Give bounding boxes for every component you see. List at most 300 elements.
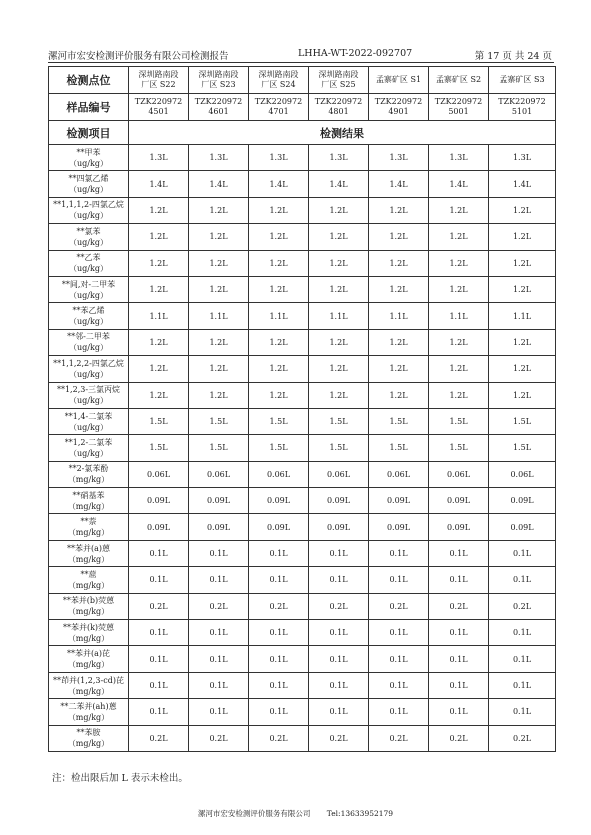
- item-name-cell: [49, 488, 129, 514]
- result-cell: 1.5L: [249, 435, 309, 461]
- item-name-cell: [49, 725, 129, 751]
- item-unit: （mg/kg）: [67, 554, 110, 564]
- item-name: **1,2,3-三氯丙烷: [56, 385, 121, 395]
- result-cell: 1.2L: [309, 197, 369, 223]
- result-cell: 0.1L: [189, 672, 249, 698]
- cell-line: 4901: [388, 107, 409, 116]
- table-row: [49, 540, 556, 566]
- result-cell: 1.5L: [189, 435, 249, 461]
- result-cell: 1.2L: [309, 276, 369, 302]
- cell-line: 厂区 S25: [321, 80, 356, 89]
- item-unit: （mg/kg）: [67, 607, 110, 617]
- result-cell: 0.1L: [249, 672, 309, 698]
- result-cell: 1.2L: [189, 329, 249, 355]
- results-table: [48, 66, 556, 752]
- item-name-cell: [49, 646, 129, 672]
- result-cell: 1.1L: [129, 303, 189, 329]
- sample-cell: [249, 94, 309, 121]
- result-cell: 1.2L: [489, 329, 556, 355]
- result-cell: 0.1L: [249, 646, 309, 672]
- sample-label: 样品编号: [49, 94, 129, 121]
- site-cell: [309, 67, 369, 94]
- item-name: **苯并(b)荧蒽: [62, 596, 115, 606]
- result-cell: 0.1L: [369, 540, 429, 566]
- result-cell: 0.1L: [129, 567, 189, 593]
- result-cell: 0.1L: [189, 646, 249, 672]
- result-cell: 1.5L: [369, 435, 429, 461]
- item-name: **萘: [80, 517, 97, 527]
- table-row: [49, 408, 556, 434]
- item-name: **苯并(a)芘: [66, 649, 110, 659]
- item-unit: （ug/kg）: [69, 185, 108, 195]
- item-name-cell: [49, 672, 129, 698]
- result-cell: 0.2L: [189, 725, 249, 751]
- company-title: 漯河市宏安检测评价服务有限公司检测报告: [48, 51, 229, 62]
- item-unit: （mg/kg）: [67, 528, 110, 538]
- cell-line: TZK220972: [314, 97, 363, 106]
- result-cell: 1.1L: [249, 303, 309, 329]
- result-cell: 1.2L: [489, 356, 556, 382]
- result-cell: 0.09L: [369, 514, 429, 540]
- item-name-cell: [49, 540, 129, 566]
- result-cell: 1.2L: [369, 329, 429, 355]
- cell-line: 5101: [511, 107, 533, 116]
- result-cell: 0.1L: [309, 620, 369, 646]
- item-unit: （ug/kg）: [69, 343, 108, 353]
- item-name: **苯乙烯: [72, 306, 105, 316]
- result-cell: 0.2L: [489, 593, 556, 619]
- result-cell: 0.1L: [369, 672, 429, 698]
- result-cell: 1.4L: [249, 171, 309, 197]
- page-header: [48, 48, 552, 62]
- item-name: **苯并(a)蒽: [66, 543, 110, 553]
- footer-company: 漯河市宏安检测评价服务有限公司: [197, 809, 311, 818]
- result-cell: 1.2L: [249, 224, 309, 250]
- result-cell: 1.4L: [489, 171, 556, 197]
- result-cell: 1.2L: [429, 197, 489, 223]
- result-cell: 0.1L: [309, 540, 369, 566]
- item-name: **䓛: [80, 569, 97, 579]
- item-unit: （ug/kg）: [69, 237, 108, 247]
- footnote: 注：检出限后加 L 表示未检出。: [52, 773, 188, 784]
- item-name-cell: [49, 514, 129, 540]
- result-cell: 1.2L: [489, 250, 556, 276]
- result-cell: 1.2L: [369, 356, 429, 382]
- result-cell: 1.2L: [129, 356, 189, 382]
- table-row: [49, 699, 556, 725]
- result-cell: 0.09L: [129, 488, 189, 514]
- result-cell: 0.1L: [129, 672, 189, 698]
- cell-line: 4801: [328, 107, 349, 116]
- result-cell: 0.1L: [489, 567, 556, 593]
- result-cell: 0.1L: [489, 646, 556, 672]
- result-cell: 0.1L: [489, 540, 556, 566]
- table-row: [49, 725, 556, 751]
- item-unit: （ug/kg）: [69, 369, 108, 379]
- table-row: [49, 145, 556, 171]
- result-cell: 1.2L: [429, 276, 489, 302]
- result-cell: 0.2L: [369, 725, 429, 751]
- result-cell: 1.2L: [249, 197, 309, 223]
- result-cell: 1.4L: [309, 171, 369, 197]
- result-cell: 1.2L: [249, 276, 309, 302]
- result-cell: 1.2L: [249, 356, 309, 382]
- result-cell: 1.2L: [189, 197, 249, 223]
- cell-line: 厂区 S22: [141, 80, 176, 89]
- result-cell: 1.2L: [369, 197, 429, 223]
- table-row: [49, 672, 556, 698]
- result-cell: 1.3L: [309, 145, 369, 171]
- table-body: [49, 67, 556, 752]
- item-unit: （ug/kg）: [69, 396, 108, 406]
- result-cell: 1.5L: [309, 435, 369, 461]
- result-cell: 0.1L: [129, 540, 189, 566]
- cell-line: 深圳路南段: [258, 70, 299, 79]
- item-unit: （ug/kg）: [69, 448, 108, 458]
- table-row: [49, 276, 556, 302]
- cell-line: 深圳路南段: [138, 70, 179, 79]
- table-row: [49, 461, 556, 487]
- item-unit: （ug/kg）: [69, 290, 108, 300]
- result-cell: 1.5L: [129, 408, 189, 434]
- item-name: **2-氯苯酚: [68, 464, 109, 474]
- result-cell: 1.2L: [129, 382, 189, 408]
- item-name-cell: [49, 250, 129, 276]
- item-name: **苯胺: [76, 728, 101, 738]
- result-cell: 1.2L: [129, 250, 189, 276]
- result-cell: 0.1L: [429, 646, 489, 672]
- result-cell: 0.1L: [249, 699, 309, 725]
- result-cell: 1.5L: [429, 435, 489, 461]
- result-cell: 0.1L: [249, 620, 309, 646]
- result-cell: 1.2L: [249, 329, 309, 355]
- item-name-cell: [49, 276, 129, 302]
- item-name: **乙苯: [76, 253, 101, 263]
- result-cell: 1.2L: [309, 382, 369, 408]
- item-unit: （mg/kg）: [67, 633, 110, 643]
- item-unit: （ug/kg）: [69, 158, 108, 168]
- result-cell: 1.5L: [129, 435, 189, 461]
- cell-line: TZK220972: [194, 97, 243, 106]
- table-row: [49, 382, 556, 408]
- result-cell: 1.4L: [429, 171, 489, 197]
- item-name-cell: [49, 435, 129, 461]
- result-cell: 0.1L: [189, 620, 249, 646]
- result-cell: 1.2L: [189, 382, 249, 408]
- result-cell: 1.2L: [489, 382, 556, 408]
- item-name: **二苯并(ah)蒽: [60, 701, 117, 711]
- result-cell: 1.1L: [309, 303, 369, 329]
- item-name: **1,1,1,2-四氯乙烷: [53, 200, 124, 210]
- result-cell: 0.2L: [369, 593, 429, 619]
- item-name: **邻-二甲苯: [67, 332, 110, 342]
- result-cell: 1.2L: [489, 276, 556, 302]
- result-cell: 1.3L: [189, 145, 249, 171]
- site-cell: [429, 67, 489, 94]
- table-row: [49, 224, 556, 250]
- table-row: [49, 593, 556, 619]
- result-cell: 1.3L: [369, 145, 429, 171]
- result-cell: 0.06L: [309, 461, 369, 487]
- column-header-row: [49, 121, 556, 145]
- item-name: **1,1,2,2-四氯乙烷: [53, 358, 124, 368]
- header-rule: [48, 62, 554, 63]
- result-cell: 1.2L: [369, 276, 429, 302]
- footer-tel: Tel:13633952179: [326, 809, 394, 818]
- item-name: **茚并(1,2,3-cd)芘: [53, 675, 124, 685]
- result-cell: 0.1L: [429, 567, 489, 593]
- result-cell: 1.2L: [429, 356, 489, 382]
- result-cell: 1.2L: [309, 224, 369, 250]
- result-cell: 1.4L: [369, 171, 429, 197]
- result-cell: 1.4L: [189, 171, 249, 197]
- result-cell: 0.2L: [309, 593, 369, 619]
- item-name-cell: [49, 224, 129, 250]
- item-name-cell: [49, 145, 129, 171]
- result-cell: 0.2L: [309, 725, 369, 751]
- sample-cell: [189, 94, 249, 121]
- cell-line: 4501: [148, 107, 169, 116]
- site-row: [49, 67, 556, 94]
- item-unit: （mg/kg）: [67, 712, 110, 722]
- item-name-cell: [49, 356, 129, 382]
- item-unit: （mg/kg）: [67, 686, 110, 696]
- result-cell: 0.09L: [189, 488, 249, 514]
- cell-line: TZK220972: [374, 97, 423, 106]
- table-row: [49, 488, 556, 514]
- item-unit: （mg/kg）: [67, 580, 110, 590]
- result-cell: 0.06L: [129, 461, 189, 487]
- result-cell: 0.1L: [429, 620, 489, 646]
- result-cell: 1.3L: [489, 145, 556, 171]
- sample-cell: [309, 94, 369, 121]
- result-cell: 1.5L: [249, 408, 309, 434]
- result-cell: 0.1L: [309, 699, 369, 725]
- sample-cell: [429, 94, 489, 121]
- cell-line: 孟寨矿区 S3: [499, 75, 545, 84]
- result-cell: 0.1L: [429, 672, 489, 698]
- site-cell: [489, 67, 556, 94]
- result-cell: 0.09L: [309, 514, 369, 540]
- result-cell: 1.2L: [369, 224, 429, 250]
- item-unit: （mg/kg）: [67, 475, 110, 485]
- table-row: [49, 303, 556, 329]
- result-cell: 0.09L: [129, 514, 189, 540]
- cell-line: 深圳路南段: [318, 70, 359, 79]
- page-number: 第 17 页 共 24 页: [474, 51, 552, 62]
- result-cell: 0.1L: [189, 699, 249, 725]
- item-name-cell: [49, 699, 129, 725]
- item-unit: （ug/kg）: [69, 211, 108, 221]
- item-name: **苯并(k)荧蒽: [62, 622, 115, 632]
- result-cell: 0.1L: [309, 646, 369, 672]
- site-cell: [189, 67, 249, 94]
- item-unit: （ug/kg）: [69, 317, 108, 327]
- cell-line: 孟寨矿区 S2: [435, 75, 482, 84]
- result-cell: 1.2L: [369, 382, 429, 408]
- result-cell: 0.09L: [309, 488, 369, 514]
- item-name-cell: [49, 567, 129, 593]
- result-cell: 1.5L: [369, 408, 429, 434]
- result-cell: 1.1L: [189, 303, 249, 329]
- result-cell: 0.2L: [489, 725, 556, 751]
- result-cell: 1.5L: [489, 435, 556, 461]
- result-cell: 1.1L: [489, 303, 556, 329]
- result-cell: 0.1L: [309, 567, 369, 593]
- table-row: [49, 171, 556, 197]
- result-cell: 1.4L: [129, 171, 189, 197]
- cell-line: 深圳路南段: [198, 70, 239, 79]
- item-unit: （ug/kg）: [69, 264, 108, 274]
- result-cell: 0.2L: [249, 725, 309, 751]
- result-cell: 1.2L: [309, 329, 369, 355]
- item-name-cell: [49, 461, 129, 487]
- sample-cell: [129, 94, 189, 121]
- item-unit: （mg/kg）: [67, 739, 110, 749]
- result-cell: 0.2L: [249, 593, 309, 619]
- item-name: **甲苯: [76, 147, 101, 157]
- result-cell: 1.2L: [429, 224, 489, 250]
- sample-row: [49, 94, 556, 121]
- result-cell: 1.2L: [189, 356, 249, 382]
- result-cell: 0.1L: [189, 567, 249, 593]
- table-row: [49, 435, 556, 461]
- item-name: **1,4-二氯苯: [64, 411, 113, 421]
- item-name-cell: [49, 620, 129, 646]
- result-cell: 0.2L: [429, 593, 489, 619]
- result-cell: 0.1L: [489, 699, 556, 725]
- table-row: [49, 197, 556, 223]
- cell-line: 4701: [268, 107, 289, 116]
- item-name-cell: [49, 382, 129, 408]
- item-name: **四氯乙烯: [68, 174, 109, 184]
- table-row: [49, 514, 556, 540]
- cell-line: TZK220972: [498, 97, 546, 106]
- result-label: 检测结果: [129, 121, 556, 145]
- result-cell: 0.2L: [129, 725, 189, 751]
- result-cell: 0.09L: [429, 488, 489, 514]
- item-label: 检测项目: [49, 121, 129, 145]
- item-name-cell: [49, 303, 129, 329]
- cell-line: TZK220972: [254, 97, 303, 106]
- result-cell: 0.1L: [429, 540, 489, 566]
- result-cell: 0.2L: [429, 725, 489, 751]
- result-cell: 0.1L: [369, 567, 429, 593]
- result-cell: 0.1L: [369, 646, 429, 672]
- result-cell: 1.5L: [429, 408, 489, 434]
- site-cell: [369, 67, 429, 94]
- item-unit: （ug/kg）: [69, 422, 108, 432]
- result-cell: 0.2L: [129, 593, 189, 619]
- result-cell: 1.3L: [129, 145, 189, 171]
- cell-line: 4601: [208, 107, 229, 116]
- item-name: **硝基苯: [72, 490, 105, 500]
- item-unit: （mg/kg）: [67, 660, 110, 670]
- result-cell: 0.2L: [189, 593, 249, 619]
- cell-line: TZK220972: [434, 97, 483, 106]
- result-cell: 0.1L: [129, 646, 189, 672]
- table-row: [49, 620, 556, 646]
- item-name: **1,2-二氯苯: [64, 437, 113, 447]
- table-row: [49, 250, 556, 276]
- result-cell: 1.5L: [489, 408, 556, 434]
- cell-line: 厂区 S23: [201, 80, 236, 89]
- result-cell: 1.1L: [369, 303, 429, 329]
- result-cell: 1.2L: [129, 224, 189, 250]
- result-cell: 0.09L: [369, 488, 429, 514]
- result-cell: 0.1L: [489, 672, 556, 698]
- item-name-cell: [49, 171, 129, 197]
- site-label: 检测点位: [49, 67, 129, 94]
- result-cell: 1.2L: [429, 382, 489, 408]
- result-cell: 1.2L: [429, 250, 489, 276]
- result-cell: 1.2L: [249, 382, 309, 408]
- result-cell: 0.1L: [489, 620, 556, 646]
- result-cell: 0.1L: [129, 620, 189, 646]
- result-cell: 1.2L: [129, 276, 189, 302]
- result-cell: 1.3L: [429, 145, 489, 171]
- result-cell: 0.1L: [189, 540, 249, 566]
- sample-cell: [489, 94, 556, 121]
- result-cell: 0.09L: [429, 514, 489, 540]
- table-row: [49, 329, 556, 355]
- sample-cell: [369, 94, 429, 121]
- result-cell: 1.1L: [429, 303, 489, 329]
- result-cell: 0.09L: [489, 514, 556, 540]
- table-row: [49, 567, 556, 593]
- result-cell: 0.1L: [249, 540, 309, 566]
- result-cell: 1.2L: [309, 250, 369, 276]
- result-cell: 0.09L: [249, 514, 309, 540]
- table-row: [49, 356, 556, 382]
- result-cell: 0.1L: [429, 699, 489, 725]
- cell-line: 孟寨矿区 S1: [375, 75, 422, 84]
- report-number: LHHA-WT-2022-092707: [298, 48, 413, 59]
- page-footer: [0, 808, 591, 819]
- result-cell: 0.09L: [249, 488, 309, 514]
- site-cell: [129, 67, 189, 94]
- cell-line: TZK220972: [134, 97, 183, 106]
- result-cell: 1.2L: [429, 329, 489, 355]
- result-cell: 0.1L: [249, 567, 309, 593]
- result-cell: 1.2L: [249, 250, 309, 276]
- result-cell: 0.1L: [369, 699, 429, 725]
- result-cell: 0.06L: [429, 461, 489, 487]
- result-cell: 1.5L: [189, 408, 249, 434]
- result-cell: 0.1L: [129, 699, 189, 725]
- result-cell: 1.2L: [129, 329, 189, 355]
- item-name-cell: [49, 197, 129, 223]
- cell-line: 5001: [448, 107, 469, 116]
- result-cell: 0.06L: [489, 461, 556, 487]
- site-cell: [249, 67, 309, 94]
- result-cell: 1.2L: [489, 197, 556, 223]
- result-cell: 1.2L: [309, 356, 369, 382]
- item-name: **氯苯: [76, 226, 101, 236]
- item-name-cell: [49, 408, 129, 434]
- result-cell: 1.5L: [309, 408, 369, 434]
- result-cell: 1.2L: [369, 250, 429, 276]
- result-cell: 0.06L: [189, 461, 249, 487]
- item-unit: （mg/kg）: [67, 501, 110, 511]
- result-cell: 0.06L: [249, 461, 309, 487]
- result-cell: 1.2L: [189, 224, 249, 250]
- item-name: **间,对-二甲苯: [61, 279, 116, 289]
- result-cell: 1.2L: [489, 224, 556, 250]
- result-cell: 1.3L: [249, 145, 309, 171]
- cell-line: 厂区 S24: [261, 80, 296, 89]
- result-cell: 1.2L: [189, 250, 249, 276]
